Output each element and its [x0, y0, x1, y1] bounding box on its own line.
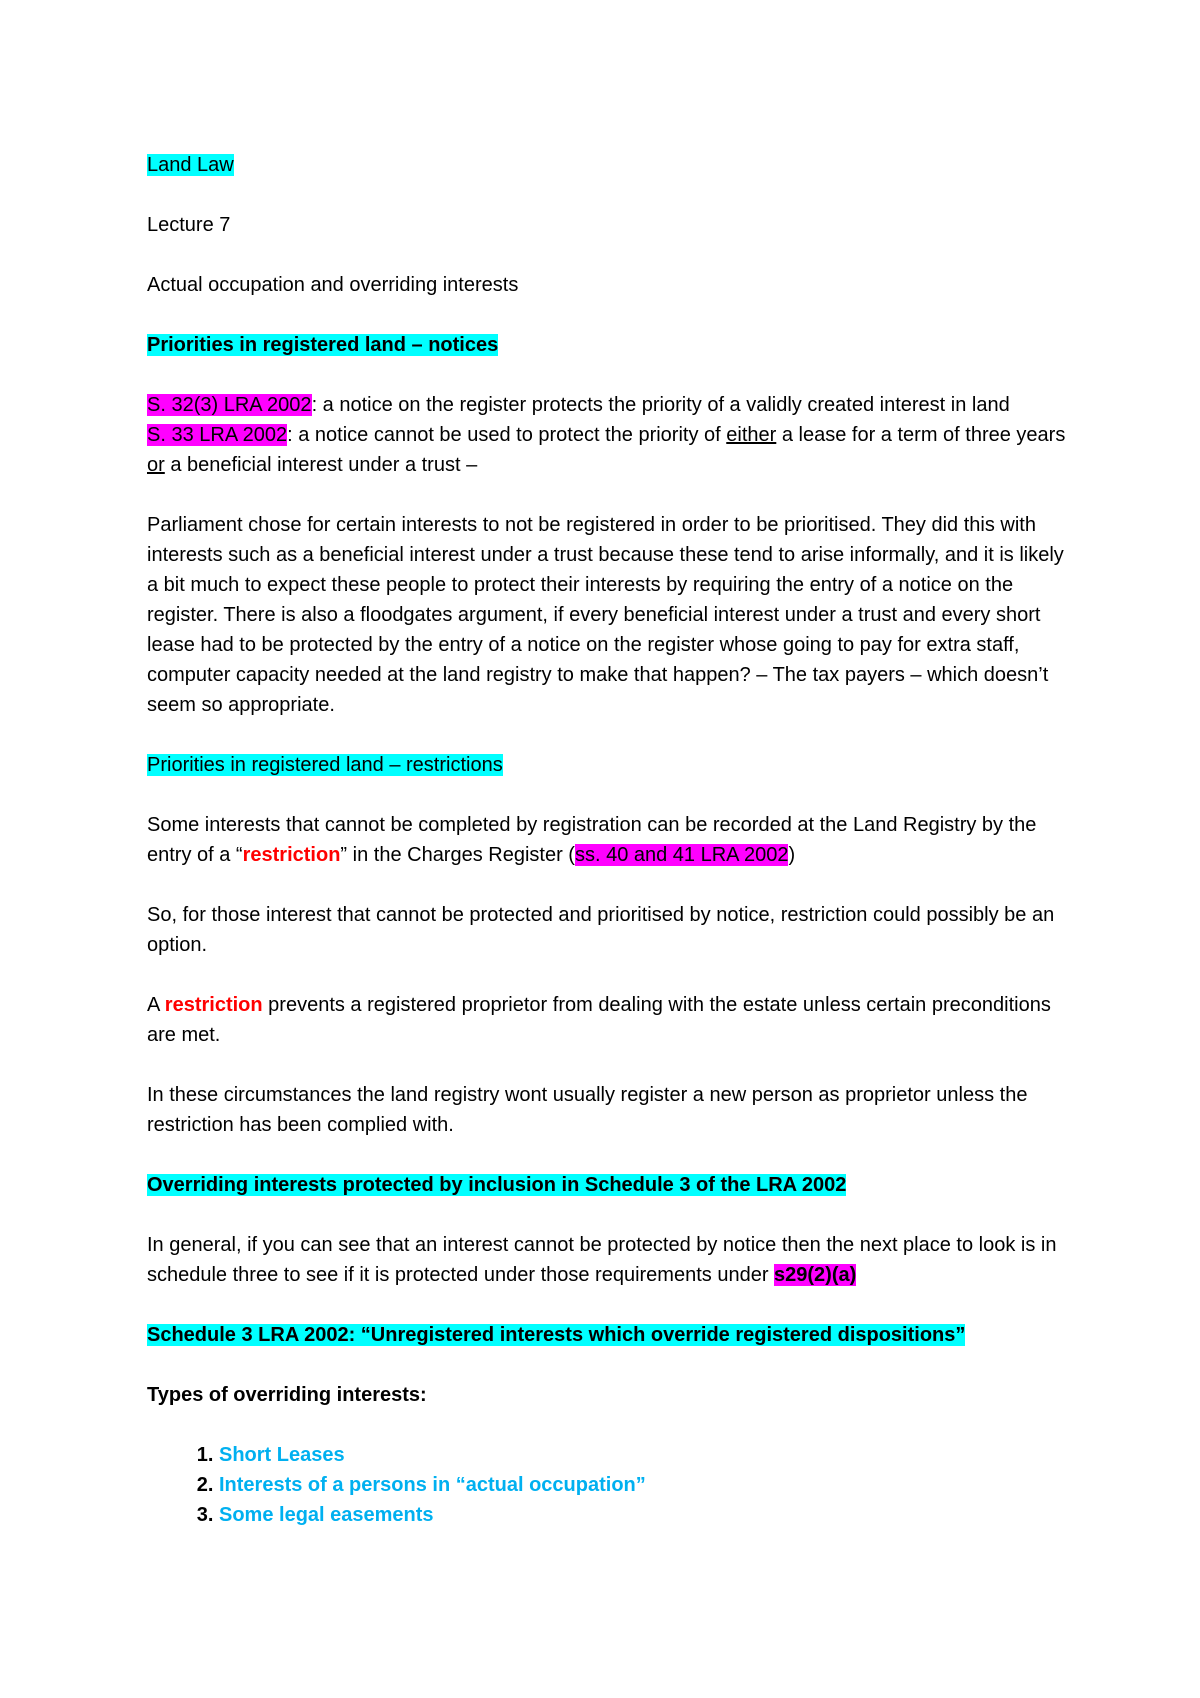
- lecture-number: Lecture 7: [147, 214, 231, 236]
- restriction-paragraph-2: So, for those interest that cannot be protected and prioritised by notice, restriction could possibly be an option.: [147, 904, 1055, 956]
- s29-reference: s29(2)(a): [774, 1264, 857, 1286]
- general-paragraph: In general, if you can see that an interest cannot be protected by notice then the next place to look is in schedule three to see if it is protected under those requirements under s29(2)(a): [147, 1234, 1057, 1286]
- document-page: [147, 150, 1067, 1530]
- s32-paragraph: S. 32(3) LRA 2002: a notice on the register protects the priority of a validly created interest in land: [147, 394, 1010, 416]
- restriction-term: restriction: [164, 994, 263, 1016]
- heading-notices: Priorities in registered land – notices: [147, 334, 499, 356]
- ss40-41-reference: ss. 40 and 41 LRA 2002: [574, 844, 789, 866]
- heading-overriding: Overriding interests protected by inclusion in Schedule 3 of the LRA 2002: [147, 1174, 847, 1196]
- restriction-paragraph-4: In these circumstances the land registry wont usually register a new person as proprietor unless the restriction has been complied with.: [147, 1084, 1028, 1136]
- types-label: Types of overriding interests:: [147, 1384, 427, 1406]
- lecture-subtitle: Actual occupation and overriding interests: [147, 274, 519, 296]
- restriction-paragraph-3: A restriction prevents a registered proprietor from dealing with the estate unless certain preconditions are met.: [147, 994, 1051, 1046]
- s32-reference: S. 32(3) LRA 2002: [147, 394, 312, 416]
- heading-restrictions: Priorities in registered land – restrictions: [147, 754, 503, 776]
- parliament-paragraph: Parliament chose for certain interests to not be registered in order to be prioritised. They did this with interests such as a beneficial interest under a trust because these tend to arise informally, and it is likely a bit much to expect these people to protect their interests by requiring the entry of a notice on the register. There is also a floodgates argument, if every beneficial interest under a trust and every short lease had to be protected by the entry of a notice on the register whose going to pay for extra staff, computer capacity needed at the land registry to make that happen? – The tax payers – which doesn’t seem so appropriate.: [147, 514, 1064, 716]
- restriction-term: restriction: [242, 844, 341, 866]
- list-item: 2. Interests of a persons in “actual occupation”: [219, 1470, 1067, 1500]
- list-item: 1. Short Leases: [219, 1440, 1067, 1470]
- overriding-types-list: [147, 1440, 1067, 1530]
- heading-schedule-3: Schedule 3 LRA 2002: “Unregistered interests which override registered dispositions”: [147, 1324, 966, 1346]
- restriction-paragraph-1: Some interests that cannot be completed by registration can be recorded at the Land Registry by the entry of a “restriction” in the Charges Register (ss. 40 and 41 LRA 2002): [147, 814, 1037, 866]
- doc-title: Land Law: [147, 154, 234, 176]
- s33-reference: S. 33 LRA 2002: [147, 424, 288, 446]
- list-item: 3. Some legal easements: [219, 1500, 1067, 1530]
- s33-paragraph: S. 33 LRA 2002: a notice cannot be used to protect the priority of either a lease for a term of three years or a beneficial interest under a trust –: [147, 424, 1066, 476]
